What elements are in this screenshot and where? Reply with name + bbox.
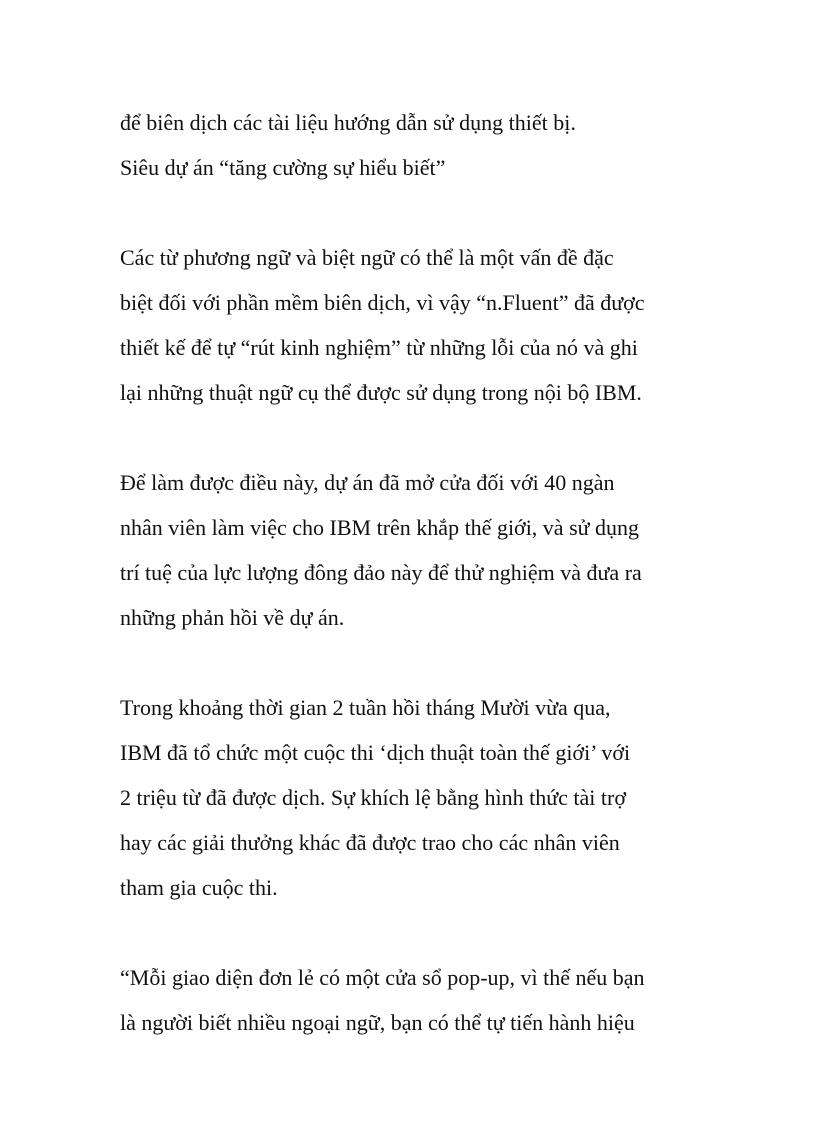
- text-line: hay các giải thưởng khác đã được trao cho các nhân viên: [120, 830, 620, 855]
- paragraph-spacer: [120, 190, 720, 235]
- text-line: là người biết nhiều ngoại ngữ, bạn có thể tự tiến hành hiệu: [120, 1010, 635, 1035]
- paragraph-2: [120, 460, 720, 640]
- text-line: “Mỗi giao diện đơn lẻ có một cửa sổ pop-up, vì thế nếu bạn: [120, 965, 645, 990]
- intro-paragraph: [120, 100, 720, 145]
- paragraph-spacer: [120, 910, 720, 955]
- text-line: nhân viên làm việc cho IBM trên khắp thế giới, và sử dụng: [120, 515, 640, 540]
- text-line: biệt đối với phần mềm biên dịch, vì vậy “n.Fluent” đã được: [120, 290, 645, 315]
- text-line: Trong khoảng thời gian 2 tuần hồi tháng Mười vừa qua,: [120, 695, 611, 720]
- text-line: lại những thuật ngữ cụ thể được sử dụng trong nội bộ IBM.: [120, 380, 642, 405]
- text-line: trí tuệ của lực lượng đông đảo này để thử nghiệm và đưa ra: [120, 560, 642, 585]
- paragraph-3: [120, 685, 720, 910]
- text-line: để biên dịch các tài liệu hướng dẫn sử dụng thiết bị.: [120, 110, 576, 135]
- text-line: Để làm được điều này, dự án đã mở cửa đối với 40 ngàn: [120, 470, 615, 495]
- text-line: IBM đã tổ chức một cuộc thi ‘dịch thuật toàn thế giới’ với: [120, 740, 631, 765]
- text-line: thiết kế để tự “rút kinh nghiệm” từ những lỗi của nó và ghi: [120, 335, 638, 360]
- section-heading: Siêu dự án “tăng cường sự hiểu biết”: [120, 155, 446, 180]
- text-line: 2 triệu từ đã được dịch. Sự khích lệ bằng hình thức tài trợ: [120, 785, 626, 810]
- paragraph-1: [120, 235, 720, 415]
- paragraph-4: [120, 955, 720, 1045]
- paragraph-spacer: [120, 640, 720, 685]
- text-line: những phản hồi về dự án.: [120, 605, 345, 630]
- text-line: tham gia cuộc thi.: [120, 875, 278, 900]
- paragraph-spacer: [120, 415, 720, 460]
- document-body: [120, 100, 720, 1045]
- text-line: Các từ phương ngữ và biệt ngữ có thể là một vấn đề đặc: [120, 245, 614, 270]
